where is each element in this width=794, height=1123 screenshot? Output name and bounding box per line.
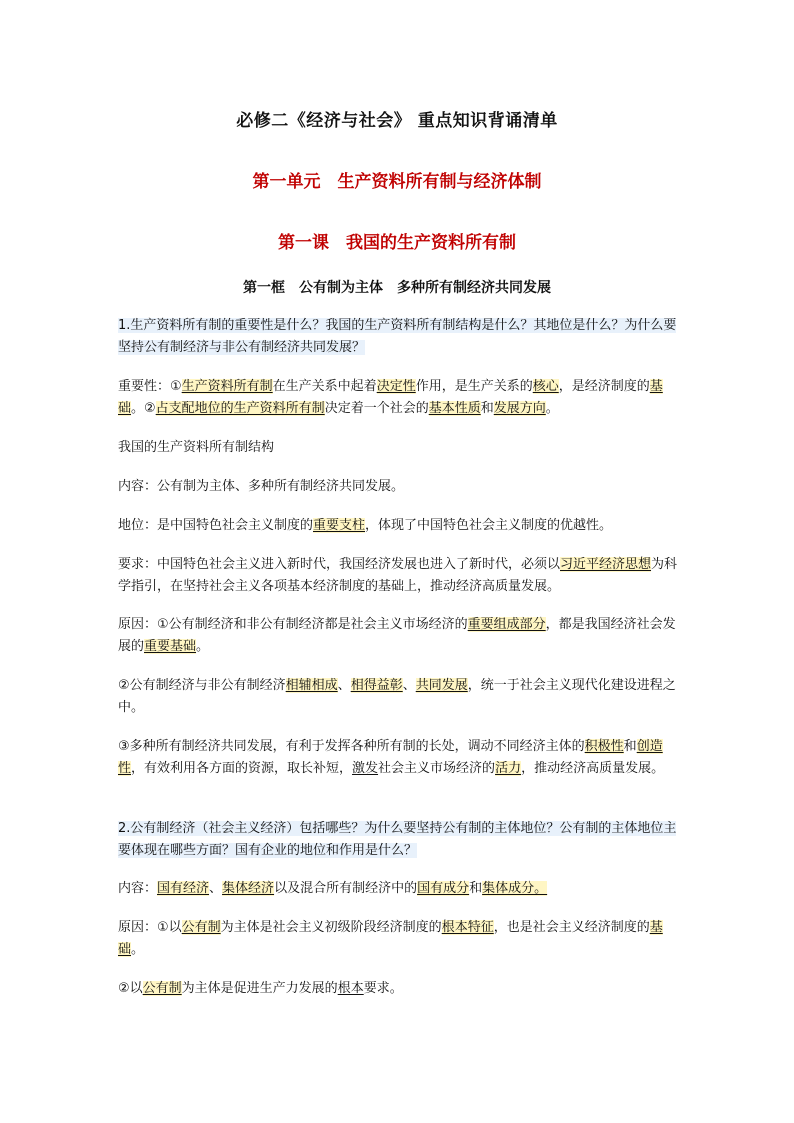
text-run: 、 (402, 678, 416, 693)
key-term: 占支配地位的生产资料所有制 (155, 401, 325, 416)
text-run: 决定着一个社会的 (324, 401, 429, 416)
text-run: 地位：是中国特色社会主义制度的 (118, 518, 314, 533)
paragraph (118, 978, 678, 1000)
paragraph (118, 437, 678, 459)
text-run: 内容：公有制为主体、多种所有制经济共同发展。 (118, 479, 405, 494)
text-run: ，有效利用各方面的资源，取长补短， (131, 761, 353, 776)
question-text: 1.生产资料所有制的重要性是什么？我国的生产资料所有制结构是什么？其地位是什么？为什么要坚持公有制经济与非公有制经济共同发展？ (118, 318, 677, 355)
key-term: 习近平经济思想 (560, 557, 652, 572)
text-run: 为主体是促进生产力发展的 (181, 981, 338, 996)
text-run: 和 (480, 401, 494, 416)
key-term: 根本特征 (441, 920, 494, 935)
key-term: 重要基础 (144, 639, 197, 654)
text-run: ，推动经济高质量发展。 (521, 761, 665, 776)
key-term: 重要组成部分 (467, 617, 546, 632)
paragraph (118, 376, 678, 420)
key-term: 决定性 (376, 379, 416, 394)
key-term: 核心 (532, 379, 559, 394)
text-run: 作用，是生产关系的 (415, 379, 533, 394)
text-run: 为科学指引，在坚持社会主义各项基本经济制度的基础上，推动经济高质量发展。 (118, 557, 678, 594)
key-term: 基本性质 (428, 401, 481, 416)
text-run: ③多种所有制经济共同发展，有利于发挥各种所有制的长处，调动不同经济主体的 (118, 739, 585, 754)
paragraph (118, 675, 678, 719)
key-term: 创造性 (118, 739, 663, 776)
text-run: 、 (337, 678, 351, 693)
text-run: ，统一于社会主义现代化建设进程之中。 (118, 678, 676, 715)
unit-heading: 第一单元 生产资料所有制与经济体制 (252, 172, 542, 192)
paragraph (118, 614, 678, 658)
key-term: 国有经济 (157, 881, 210, 896)
paragraph (118, 736, 678, 780)
key-term: 生产资料所有制 (181, 379, 273, 394)
key-term: 国有成分 (417, 881, 470, 896)
text-run: ②以 (118, 981, 143, 996)
text-run: 原因：①以 (118, 920, 182, 935)
text-run: 要求。 (363, 981, 403, 996)
text-run: 。 (196, 639, 210, 654)
document-title: 必修二《经济与社会》 重点知识背诵清单 (236, 111, 558, 131)
paragraph (118, 554, 678, 598)
key-term: 基础 (118, 920, 663, 957)
text-run: ，是经济制度的 (558, 379, 650, 394)
paragraph (118, 476, 678, 498)
key-term: 重要支柱 (313, 518, 366, 533)
text-run: ，体现了中国特色社会主义制度的优越性。 (365, 518, 613, 533)
lesson-heading: 第一课 我国的生产资料所有制 (278, 233, 516, 253)
text-run: 原因：①公有制经济和非公有制经济都是社会主义市场经济的 (118, 617, 468, 632)
key-term: 公有制 (181, 920, 221, 935)
text-run: 社会主义市场经济的 (378, 761, 496, 776)
key-term: 公有制 (142, 981, 182, 996)
key-term: 集体成分。 (482, 881, 548, 896)
text-run: ②公有制经济与非公有制经济 (118, 678, 286, 693)
key-term: 积极性 (584, 739, 624, 754)
text-run: 在生产关系中起着 (272, 379, 377, 394)
key-term: 集体经济 (222, 881, 275, 896)
text-run: 、 (209, 881, 223, 896)
key-term: 发展方向 (493, 401, 546, 416)
text-run: 。 (131, 942, 145, 957)
key-term: 基础 (118, 379, 663, 416)
key-term: 活力 (495, 761, 522, 776)
key-term: 激发 (352, 761, 379, 776)
text-run: 和 (623, 739, 637, 754)
key-term: 相得益彰 (350, 678, 403, 693)
text-run: 内容： (118, 881, 158, 896)
paragraph (118, 917, 678, 961)
text-run: ，都是我国经济社会发展的 (118, 617, 676, 654)
text-run: 。 (545, 401, 559, 416)
text-run: 。② (131, 401, 156, 416)
paragraph (118, 878, 678, 900)
text-run: ，也是社会主义经济制度的 (493, 920, 650, 935)
text-run: 重要性：① (118, 379, 182, 394)
key-term: 相辅相成 (285, 678, 338, 693)
text-run: 以及混合所有制经济中的 (274, 881, 418, 896)
key-term: 根本 (337, 981, 364, 996)
frame-heading: 第一框 公有制为主体 多种所有制经济共同发展 (243, 280, 551, 296)
paragraph (118, 515, 678, 537)
question-text: 2.公有制经济（社会主义经济）包括哪些？为什么要坚持公有制的主体地位？公有制的主体地位主要体现在哪些方面？国有企业的地位和作用是什么？ (118, 821, 677, 858)
text-run: 为主体是社会主义初级阶段经济制度的 (220, 920, 442, 935)
paragraph (118, 315, 678, 359)
text-run: 我国的生产资料所有制结构 (118, 440, 275, 455)
text-run: 要求：中国特色社会主义进入新时代，我国经济发展也进入了新时代，必须以 (118, 557, 561, 572)
key-term: 共同发展 (415, 678, 468, 693)
paragraph (118, 818, 678, 862)
text-run: 和 (469, 881, 483, 896)
